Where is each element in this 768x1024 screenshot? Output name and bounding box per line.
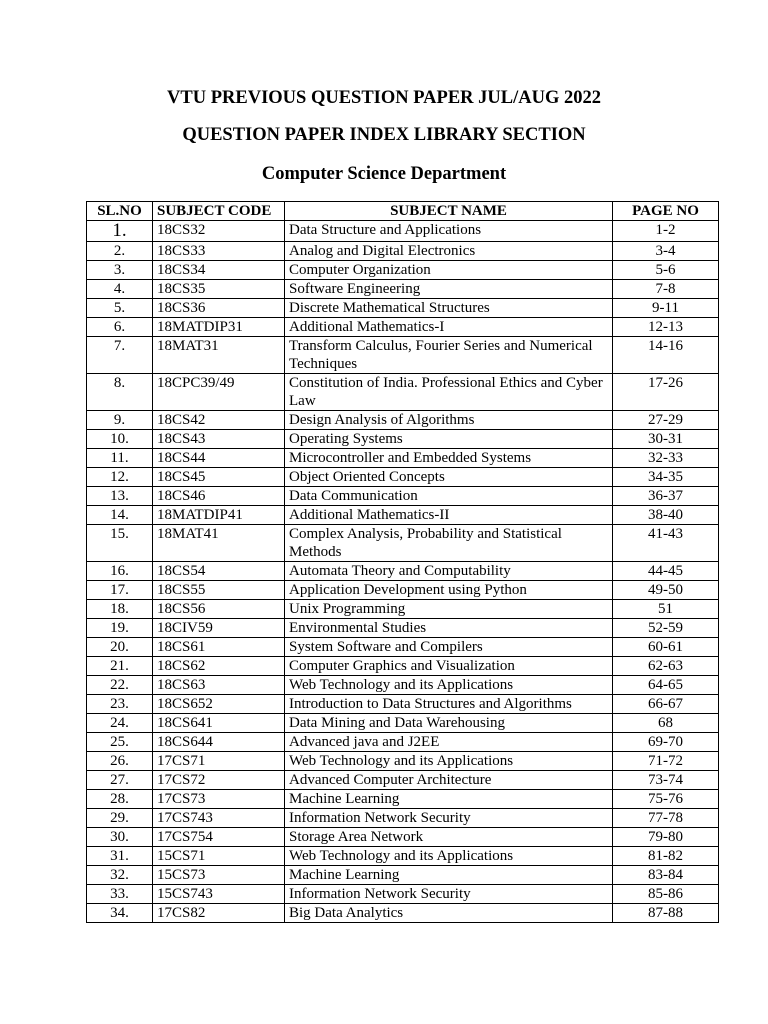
page-no-cell: 79-80 [613, 828, 719, 847]
subject-code-cell: 18CS45 [153, 468, 285, 487]
subject-name-cell: Web Technology and its Applications [285, 752, 613, 771]
table-row [87, 468, 719, 487]
table-row [87, 657, 719, 676]
page-no-cell: 44-45 [613, 562, 719, 581]
page-no-cell: 87-88 [613, 904, 719, 923]
table-row [87, 562, 719, 581]
page-no-cell: 52-59 [613, 619, 719, 638]
subject-name-cell: Data Structure and Applications [285, 221, 613, 242]
table-row [87, 885, 719, 904]
page-no-cell: 77-78 [613, 809, 719, 828]
sl-no-cell: 6. [87, 318, 153, 337]
page-no-cell: 12-13 [613, 318, 719, 337]
page-no-cell: 62-63 [613, 657, 719, 676]
table-row [87, 695, 719, 714]
table-row [87, 714, 719, 733]
subject-code-cell: 18CS32 [153, 221, 285, 242]
sl-no-cell: 2. [87, 242, 153, 261]
table-row [87, 430, 719, 449]
page-no-cell: 27-29 [613, 411, 719, 430]
table-row [87, 506, 719, 525]
question-paper-index-table [86, 201, 719, 923]
page-no-cell: 32-33 [613, 449, 719, 468]
subject-name-cell: Information Network Security [285, 885, 613, 904]
subject-name-cell: Microcontroller and Embedded Systems [285, 449, 613, 468]
table-row [87, 374, 719, 411]
table-row [87, 771, 719, 790]
subject-name-cell: Introduction to Data Structures and Algorithms [285, 695, 613, 714]
sl-no-cell: 18. [87, 600, 153, 619]
subject-name-cell: Storage Area Network [285, 828, 613, 847]
page-no-cell: 5-6 [613, 261, 719, 280]
page-no-cell: 85-86 [613, 885, 719, 904]
sl-no-cell: 7. [87, 337, 153, 374]
subject-code-cell: 18CS42 [153, 411, 285, 430]
header-subject-name: SUBJECT NAME [285, 202, 613, 221]
subject-code-cell: 18CS644 [153, 733, 285, 752]
header-subject-code: SUBJECT CODE [153, 202, 285, 221]
table-row [87, 581, 719, 600]
subject-code-cell: 18CS63 [153, 676, 285, 695]
sl-no-cell: 14. [87, 506, 153, 525]
sl-no-cell: 30. [87, 828, 153, 847]
sl-no-cell: 26. [87, 752, 153, 771]
subject-name-cell: Additional Mathematics-I [285, 318, 613, 337]
page-no-cell: 64-65 [613, 676, 719, 695]
page-no-cell: 1-2 [613, 221, 719, 242]
subject-code-cell: 17CS73 [153, 790, 285, 809]
sl-no-cell: 25. [87, 733, 153, 752]
subject-name-cell: Machine Learning [285, 790, 613, 809]
subject-name-cell: Information Network Security [285, 809, 613, 828]
table-row [87, 676, 719, 695]
page-no-cell: 71-72 [613, 752, 719, 771]
sl-no-cell: 4. [87, 280, 153, 299]
table-row [87, 449, 719, 468]
sl-no-cell: 9. [87, 411, 153, 430]
sl-no-cell: 32. [87, 866, 153, 885]
subject-name-cell: Big Data Analytics [285, 904, 613, 923]
header-page-no: PAGE NO [613, 202, 719, 221]
subject-name-cell: Complex Analysis, Probability and Statistical Methods [285, 525, 613, 562]
table-row [87, 487, 719, 506]
page-no-cell: 75-76 [613, 790, 719, 809]
table-row [87, 733, 719, 752]
sl-no-cell: 16. [87, 562, 153, 581]
sl-no-cell: 27. [87, 771, 153, 790]
subject-code-cell: 18CS62 [153, 657, 285, 676]
subject-name-cell: Discrete Mathematical Structures [285, 299, 613, 318]
page-no-cell: 30-31 [613, 430, 719, 449]
subject-code-cell: 18CS44 [153, 449, 285, 468]
page-no-cell: 41-43 [613, 525, 719, 562]
subject-code-cell: 18CS43 [153, 430, 285, 449]
page-no-cell: 66-67 [613, 695, 719, 714]
subject-code-cell: 18CS36 [153, 299, 285, 318]
page-no-cell: 81-82 [613, 847, 719, 866]
table-row [87, 828, 719, 847]
subject-code-cell: 18CS54 [153, 562, 285, 581]
subject-code-cell: 18CS35 [153, 280, 285, 299]
page-no-cell: 69-70 [613, 733, 719, 752]
subject-code-cell: 18CPC39/49 [153, 374, 285, 411]
subject-code-cell: 15CS71 [153, 847, 285, 866]
subject-name-cell: Advanced java and J2EE [285, 733, 613, 752]
page-no-cell: 49-50 [613, 581, 719, 600]
subject-code-cell: 18CIV59 [153, 619, 285, 638]
sl-no-cell: 34. [87, 904, 153, 923]
subject-code-cell: 17CS743 [153, 809, 285, 828]
subject-code-cell: 18CS56 [153, 600, 285, 619]
subject-name-cell: Environmental Studies [285, 619, 613, 638]
page-no-cell: 17-26 [613, 374, 719, 411]
subject-name-cell: Web Technology and its Applications [285, 847, 613, 866]
table-row [87, 525, 719, 562]
subject-name-cell: Operating Systems [285, 430, 613, 449]
table-row [87, 242, 719, 261]
subject-code-cell: 18CS61 [153, 638, 285, 657]
subject-code-cell: 17CS82 [153, 904, 285, 923]
page-no-cell: 83-84 [613, 866, 719, 885]
sl-no-cell: 33. [87, 885, 153, 904]
subject-name-cell: Data Mining and Data Warehousing [285, 714, 613, 733]
page-no-cell: 60-61 [613, 638, 719, 657]
subject-name-cell: Object Oriented Concepts [285, 468, 613, 487]
sl-no-cell: 24. [87, 714, 153, 733]
subject-name-cell: Advanced Computer Architecture [285, 771, 613, 790]
table-row [87, 261, 719, 280]
subject-code-cell: 18CS652 [153, 695, 285, 714]
page-no-cell: 38-40 [613, 506, 719, 525]
table-row [87, 411, 719, 430]
page-no-cell: 36-37 [613, 487, 719, 506]
sl-no-cell: 20. [87, 638, 153, 657]
subject-name-cell: Additional Mathematics-II [285, 506, 613, 525]
table-header-row [87, 202, 719, 221]
subject-code-cell: 18CS33 [153, 242, 285, 261]
subject-name-cell: Application Development using Python [285, 581, 613, 600]
table-row [87, 221, 719, 242]
sl-no-cell: 3. [87, 261, 153, 280]
table-row [87, 809, 719, 828]
subject-code-cell: 18MATDIP41 [153, 506, 285, 525]
document-subtitle: QUESTION PAPER INDEX LIBRARY SECTION [182, 125, 586, 145]
subject-code-cell: 17CS754 [153, 828, 285, 847]
sl-no-cell: 12. [87, 468, 153, 487]
subject-code-cell: 17CS71 [153, 752, 285, 771]
subject-name-cell: Unix Programming [285, 600, 613, 619]
table-row [87, 280, 719, 299]
subject-name-cell: Design Analysis of Algorithms [285, 411, 613, 430]
page-no-cell: 68 [613, 714, 719, 733]
sl-no-cell: 23. [87, 695, 153, 714]
subject-code-cell: 18MATDIP31 [153, 318, 285, 337]
document-title: VTU PREVIOUS QUESTION PAPER JUL/AUG 2022 [167, 88, 601, 108]
subject-name-cell: Automata Theory and Computability [285, 562, 613, 581]
table-row [87, 790, 719, 809]
table-row [87, 318, 719, 337]
sl-no-cell: 13. [87, 487, 153, 506]
subject-code-cell: 15CS743 [153, 885, 285, 904]
subject-code-cell: 18MAT41 [153, 525, 285, 562]
subject-code-cell: 18CS34 [153, 261, 285, 280]
subject-name-cell: System Software and Compilers [285, 638, 613, 657]
subject-name-cell: Data Communication [285, 487, 613, 506]
sl-no-cell: 22. [87, 676, 153, 695]
subject-code-cell: 18CS641 [153, 714, 285, 733]
subject-name-cell: Analog and Digital Electronics [285, 242, 613, 261]
sl-no-cell: 5. [87, 299, 153, 318]
sl-no-cell: 19. [87, 619, 153, 638]
sl-no-cell: 10. [87, 430, 153, 449]
subject-name-cell: Constitution of India. Professional Ethics and Cyber Law [285, 374, 613, 411]
sl-no-cell: 29. [87, 809, 153, 828]
sl-no-cell: 17. [87, 581, 153, 600]
table-row [87, 866, 719, 885]
sl-no-cell: 21. [87, 657, 153, 676]
subject-name-cell: Software Engineering [285, 280, 613, 299]
subject-name-cell: Transform Calculus, Fourier Series and Numerical Techniques [285, 337, 613, 374]
page-no-cell: 73-74 [613, 771, 719, 790]
department-heading: Computer Science Department [261, 164, 507, 184]
subject-name-cell: Machine Learning [285, 866, 613, 885]
subject-name-cell: Computer Graphics and Visualization [285, 657, 613, 676]
sl-no-cell: 15. [87, 525, 153, 562]
sl-no-cell: 28. [87, 790, 153, 809]
subject-code-cell: 15CS73 [153, 866, 285, 885]
table-row [87, 337, 719, 374]
table-row [87, 619, 719, 638]
table-row [87, 904, 719, 923]
page-no-cell: 34-35 [613, 468, 719, 487]
table-row [87, 299, 719, 318]
table-row [87, 638, 719, 657]
table-row [87, 847, 719, 866]
table-row [87, 600, 719, 619]
sl-no-cell: 11. [87, 449, 153, 468]
sl-no-cell: 8. [87, 374, 153, 411]
table-row [87, 752, 719, 771]
header-sl-no: SL.NO [87, 202, 153, 221]
subject-code-cell: 18MAT31 [153, 337, 285, 374]
page-no-cell: 14-16 [613, 337, 719, 374]
sl-no-cell: 31. [87, 847, 153, 866]
subject-name-cell: Web Technology and its Applications [285, 676, 613, 695]
page-no-cell: 9-11 [613, 299, 719, 318]
sl-no-cell: 1. [87, 221, 153, 242]
subject-code-cell: 18CS46 [153, 487, 285, 506]
subject-code-cell: 17CS72 [153, 771, 285, 790]
subject-name-cell: Computer Organization [285, 261, 613, 280]
page-no-cell: 51 [613, 600, 719, 619]
subject-code-cell: 18CS55 [153, 581, 285, 600]
page-no-cell: 3-4 [613, 242, 719, 261]
page-no-cell: 7-8 [613, 280, 719, 299]
